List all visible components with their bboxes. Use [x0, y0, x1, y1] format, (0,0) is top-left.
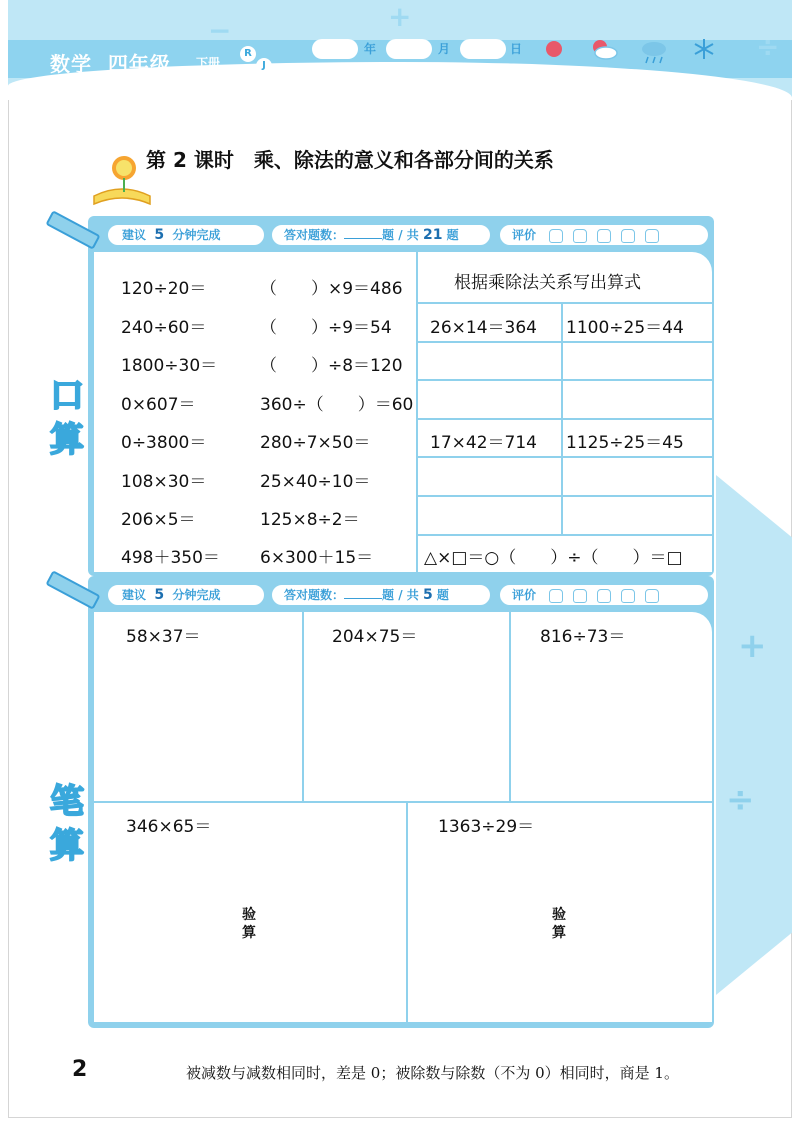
oral-question: （ ）÷9＝54: [260, 318, 392, 338]
grid-line: [302, 612, 304, 802]
divide-deco-icon: ÷: [756, 30, 780, 63]
lesson-title: 第 2 课时 乘、除法的意义和各部分间的关系: [146, 148, 554, 172]
oral-question: 25×40÷10＝: [260, 472, 371, 492]
oral-question: （ ）÷8＝120: [260, 356, 403, 376]
grid-line: [416, 534, 712, 536]
thumb-icon[interactable]: [597, 229, 611, 243]
grid-line: [416, 302, 712, 304]
relation-given: 17×42＝714: [430, 433, 537, 453]
written-problem: 1363÷29＝: [438, 817, 535, 837]
edition-r-badge: R: [240, 46, 256, 62]
day-field[interactable]: [460, 39, 506, 59]
written-evaluate-pill: 评价: [498, 583, 710, 607]
relation-given: 26×14＝364: [430, 318, 537, 338]
oral-question: 120÷20＝: [121, 279, 207, 299]
oral-score-blank[interactable]: [344, 226, 382, 239]
year-label: 年: [364, 42, 377, 56]
oral-side-label-2: 算: [50, 420, 84, 460]
oral-evaluate-pill: 评价: [498, 223, 710, 247]
oral-question: 280÷7×50＝: [260, 433, 371, 453]
page-number: 2: [72, 1057, 88, 1082]
oral-score-pill: 答对题数： 题 / 共 21 题: [270, 223, 492, 247]
written-time-pill: 建议 5 分钟完成: [106, 583, 266, 607]
header-title: 数学 四年级: [50, 52, 171, 76]
verify-label: 验算: [552, 907, 566, 941]
relation-heading: 根据乘除法关系写出算式: [454, 273, 641, 293]
grid-line: [416, 341, 712, 343]
oral-side-label-1: 口: [50, 376, 84, 416]
day-label: 日: [510, 42, 523, 56]
right-decor-tab: [716, 475, 792, 995]
rain-icon: [642, 42, 666, 56]
oral-question: 6×300＋15＝: [260, 548, 374, 568]
sunny-icon: [546, 41, 562, 57]
oral-question: 0×607＝: [121, 395, 196, 415]
minus-deco-icon: −: [208, 14, 232, 47]
thumb-icon[interactable]: [597, 589, 611, 603]
thumb-icon[interactable]: [645, 229, 659, 243]
grid-line: [406, 801, 408, 1022]
grid-line: [509, 612, 511, 802]
plus-deco-icon: +: [738, 626, 767, 666]
relation-given: 1125÷25＝45: [566, 433, 684, 453]
grid-line: [416, 456, 712, 458]
cloudy-icon: [595, 47, 617, 59]
thumb-icon[interactable]: [621, 229, 635, 243]
weather-icons: [540, 36, 720, 66]
written-problem: 204×75＝: [332, 627, 418, 647]
footer-tip: 被减数与减数相同时，差是 0；被除数与除数（不为 0）相同时，商是 1。: [186, 1064, 679, 1082]
written-problem: 816÷73＝: [540, 627, 626, 647]
oral-question: 108×30＝: [121, 472, 207, 492]
oral-time-pill: 建议 5 分钟完成: [106, 223, 266, 247]
relation-symbols: △×□＝○（ ）÷（ ）＝□: [424, 548, 683, 568]
year-field[interactable]: [312, 39, 358, 59]
oral-info-bar: [92, 223, 712, 249]
written-side-label-1: 笔: [50, 782, 84, 822]
thumb-icon[interactable]: [549, 589, 563, 603]
oral-question: 0÷3800＝: [121, 433, 207, 453]
oral-question: （ ）×9＝486: [260, 279, 403, 299]
grid-line: [416, 418, 712, 420]
oral-question: 206×5＝: [121, 510, 196, 530]
thumb-icon[interactable]: [621, 589, 635, 603]
written-score-blank[interactable]: [344, 586, 382, 599]
oral-question: 240÷60＝: [121, 318, 207, 338]
thumb-icon[interactable]: [549, 229, 563, 243]
thumb-icon[interactable]: [645, 589, 659, 603]
relation-given: 1100÷25＝44: [566, 318, 684, 338]
written-info-bar: [92, 583, 712, 609]
written-score-pill: 答对题数： 题 / 共 5 题: [270, 583, 492, 607]
month-field[interactable]: [386, 39, 432, 59]
written-problem: 58×37＝: [126, 627, 201, 647]
verify-label: 验算: [242, 907, 256, 941]
oral-question: 1800÷30＝: [121, 356, 218, 376]
edition-j-badge: J: [256, 58, 272, 74]
written-problem: 346×65＝: [126, 817, 212, 837]
grid-line: [416, 495, 712, 497]
oral-question: 360÷（ ）＝60: [260, 395, 414, 415]
grid-line: [416, 379, 712, 381]
header-volume: 下册: [196, 56, 221, 70]
written-side-label-2: 算: [50, 826, 84, 866]
thumb-icon[interactable]: [573, 589, 587, 603]
divide-deco-icon: ÷: [726, 780, 755, 820]
thumb-icon[interactable]: [573, 229, 587, 243]
plus-deco-icon: +: [388, 0, 412, 33]
snow-icon: [695, 39, 713, 59]
grid-line: [94, 801, 712, 803]
grid-line: [416, 252, 418, 572]
oral-question: 125×8÷2＝: [260, 510, 360, 530]
flower-book-icon: [92, 148, 152, 208]
oral-question: 498＋350＝: [121, 548, 220, 568]
month-label: 月: [438, 42, 451, 56]
